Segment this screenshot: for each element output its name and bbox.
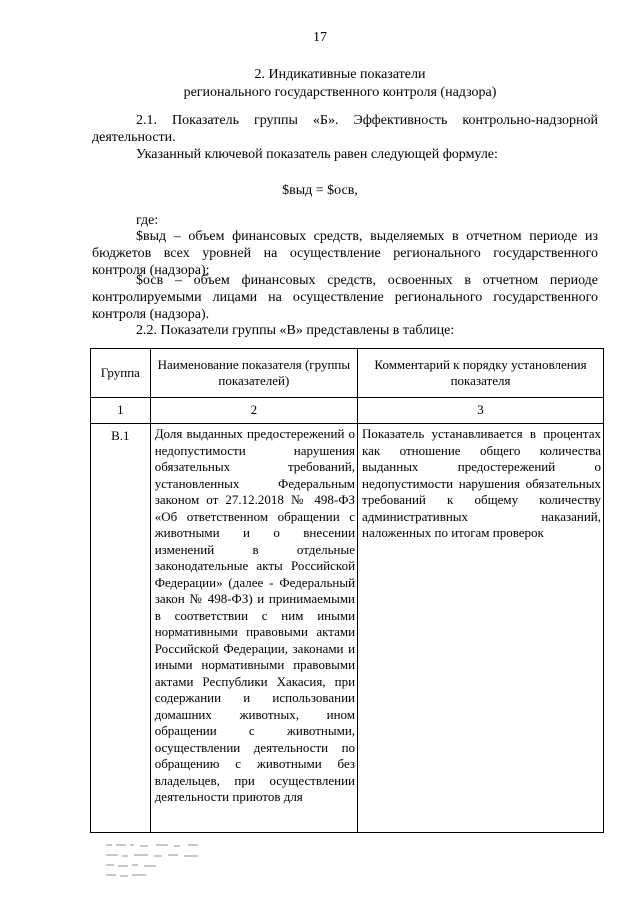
paragraph-gde: где:: [136, 213, 159, 228]
header-comment: Комментарий к порядку установления показателя: [358, 349, 604, 398]
paragraph-formula-intro: Указанный ключевой показатель равен следующей формуле:: [136, 147, 498, 162]
column-number-3: 3: [358, 398, 604, 424]
section-heading: [90, 66, 590, 102]
table-number-row: [91, 398, 604, 424]
header-indicator-name: Наименование показателя (группы показателей): [150, 349, 357, 398]
faint-stamp-image: [104, 840, 224, 886]
paragraph-2-2: 2.2. Показатели группы «В» представлены в таблице:: [136, 323, 455, 338]
row-group: В.1: [91, 424, 151, 833]
formula: $выд = $осв,: [282, 183, 358, 198]
paragraph-2-1: 2.1. Показатель группы «Б». Эффективность контрольно-надзорной деятельности.: [92, 113, 598, 145]
column-number-2: 2: [150, 398, 357, 424]
row-indicator-name: Доля выданных предостережений о недопустимости нарушения обязательных требований, установленных Федеральным законом от 27.12.2018 № 498-ФЗ «Об ответственном обращении с животными и о внесении изменений в отдельные законодательные акты Российской Федерации» (далее - Федеральный закон № 498-ФЗ) и принимаемыми в соответствии с ним иными нормативными правовыми актами Российской Федерации, законами и иными нормативными правовыми актами Республики Хакасия, при содержании и использовании домашних животных, ином обращении с животными, осуществлении деятельности по обращению с животными без владельцев, при осуществлении деятельности приютов для: [150, 424, 357, 833]
paragraph-osv-definition: $осв – объем финансовых средств, освоенных в отчетном периоде контролируемыми лицами на осуществление регионального государственного контроля (надзора).: [92, 273, 598, 322]
page-number: 17: [313, 30, 327, 45]
header-group: Группа: [91, 349, 151, 398]
paragraph-vyd-definition: $выд – объем финансовых средств, выделяемых в отчетном периоде из бюджетов всех уровней на осуществление регионального государственного контроля (надзора);: [92, 229, 598, 278]
section-heading-line1: 2. Индикативные показатели: [254, 67, 426, 82]
table-header-row: [91, 349, 604, 398]
indicators-table: [90, 348, 604, 833]
section-heading-line2: регионального государственного контроля (надзора): [183, 85, 497, 100]
table-row: [91, 424, 604, 833]
row-comment: Показатель устанавливается в процентах как отношение общего количества выданных предостережений о недопустимости нарушения обязательных требований к общему количеству административных наказаний, наложенных по итогам проверок: [358, 424, 604, 833]
column-number-1: 1: [91, 398, 151, 424]
